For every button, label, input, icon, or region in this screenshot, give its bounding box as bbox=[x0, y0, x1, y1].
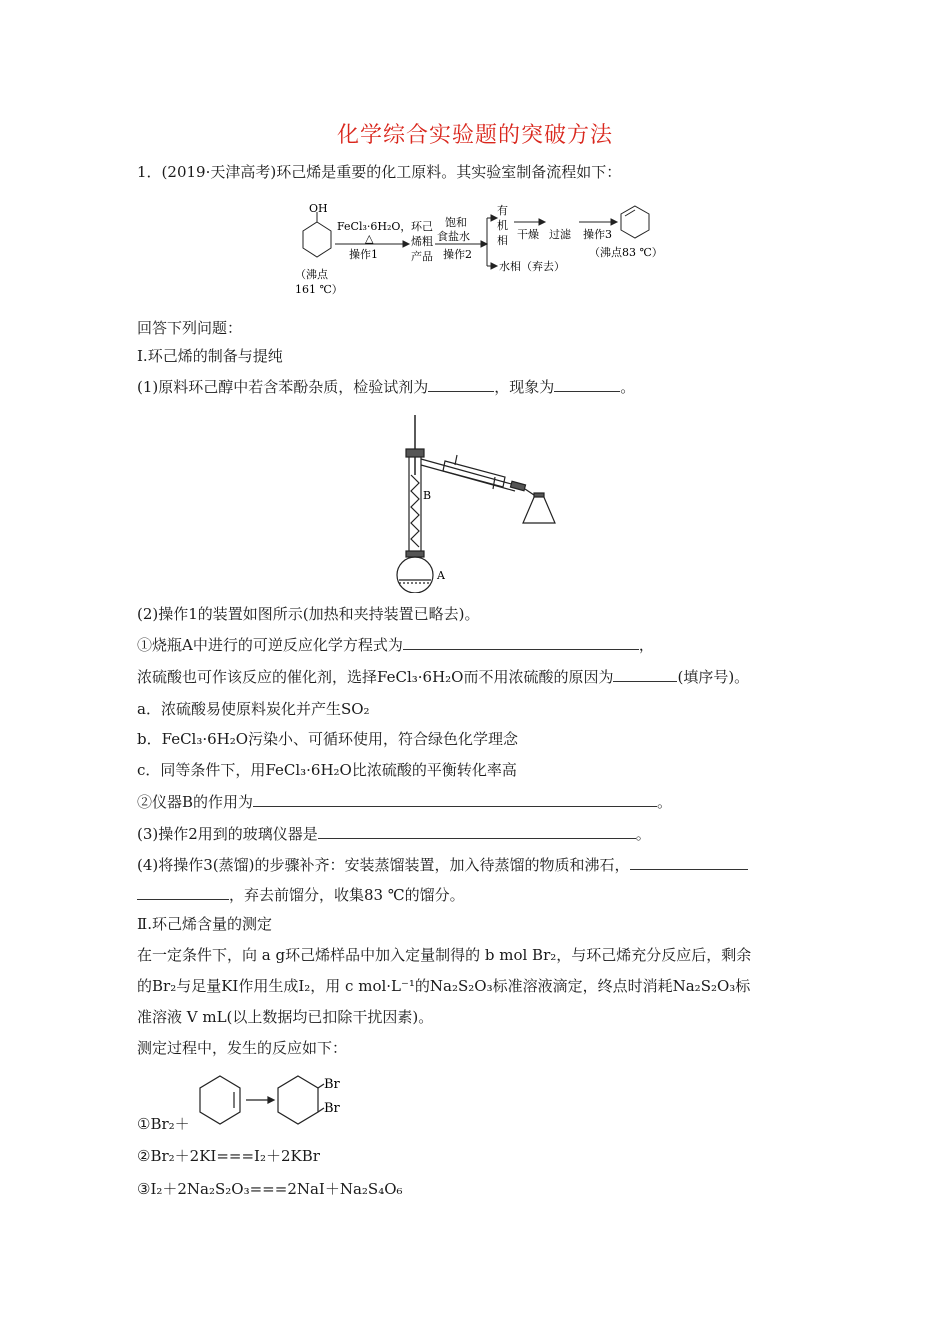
br-bottom-label: Br bbox=[324, 1101, 340, 1116]
section-2-line-1: 在一定条件下，向 a g环己烯样品中加入定量制得的 b mol Br₂，与环己烯充分反应后，剩余 bbox=[137, 946, 752, 964]
oh-label: OH bbox=[309, 202, 328, 215]
q2p1-end: ， bbox=[638, 636, 654, 654]
q2p3-text-a: ②仪器B的作用为 bbox=[137, 793, 254, 811]
question-1-part-2-1 bbox=[137, 633, 654, 656]
brine-label-2: 食盐水 bbox=[437, 230, 470, 243]
crude-label-1: 环己 bbox=[411, 220, 433, 233]
question-1-part-3 bbox=[137, 822, 651, 845]
dibromocyclohexane-structure bbox=[278, 1076, 318, 1124]
q1p1-text-a: (1)原料环己醇中若含苯酚杂质，检验试剂为 bbox=[137, 378, 429, 396]
q1p1-text-c: 。 bbox=[620, 378, 636, 396]
question-1-part-2: (2)操作1的装置如图所示(加热和夹持装置已略去)。 bbox=[137, 605, 480, 623]
section-1-heading: Ⅰ.环己烯的制备与提纯 bbox=[137, 347, 283, 365]
preparation-flow-diagram bbox=[277, 200, 672, 300]
section-2-line-4: 测定过程中，发生的反应如下： bbox=[137, 1039, 348, 1057]
org-label-3: 相 bbox=[497, 234, 508, 247]
bp1-label-b: 161 ℃） bbox=[295, 283, 343, 296]
equation-3: ③I₂＋2Na₂S₂O₃===2NaI＋Na₂S₄O₆ bbox=[137, 1180, 403, 1198]
section-2-heading: Ⅱ.环己烯含量的测定 bbox=[137, 915, 272, 933]
heat-symbol: △ bbox=[365, 232, 374, 245]
dry-label: 干燥 bbox=[517, 228, 539, 241]
question-1-part-2-3 bbox=[137, 790, 672, 813]
answer-intro: 回答下列问题： bbox=[137, 319, 243, 337]
q2p1-blank bbox=[403, 633, 639, 650]
crude-label-3: 产品 bbox=[411, 250, 433, 263]
brine-label-1: 饱和 bbox=[445, 216, 467, 229]
q2p2-text-b: (填序号)。 bbox=[677, 668, 750, 686]
filter-label: 过滤 bbox=[549, 228, 571, 241]
section-2-line-2: 的Br₂与足量KI作用生成I₂，用 c mol·L⁻¹的Na₂S₂O₃标准溶液滴定，终点时消耗Na₂S₂O₃标 bbox=[137, 977, 751, 995]
q4-blank-1 bbox=[630, 853, 748, 870]
q2p1-text: ①烧瓶A中进行的可逆反应化学方程式为 bbox=[137, 636, 403, 654]
reagent-label: FeCl₃·6H₂O， bbox=[337, 220, 412, 233]
op2-label: 操作2 bbox=[443, 248, 472, 261]
label-b: B bbox=[423, 489, 432, 502]
q3-text-b: 。 bbox=[635, 825, 651, 843]
option-a: a．浓硫酸易使原料炭化并产生SO₂ bbox=[137, 700, 370, 718]
cyclohexene-ring bbox=[621, 206, 649, 238]
q3-text-a: (3)操作2用到的玻璃仪器是 bbox=[137, 825, 318, 843]
org-label-2: 机 bbox=[497, 219, 508, 232]
q1p1-text-b: ，现象为 bbox=[494, 378, 555, 396]
equation-1: ①Br₂＋ bbox=[137, 1115, 190, 1133]
section-2-line-3: 准溶液 V mL(以上数据均已扣除干扰因素)。 bbox=[137, 1008, 434, 1026]
q1p1-blank-1 bbox=[428, 375, 494, 392]
q2p3-blank bbox=[253, 790, 657, 807]
question-1-intro: 1．(2019·天津高考)环己烯是重要的化工原料。其实验室制备流程如下： bbox=[137, 163, 622, 181]
crude-label-2: 烯粗 bbox=[411, 235, 433, 248]
op1-label: 操作1 bbox=[349, 248, 378, 261]
br-top-label: Br bbox=[324, 1077, 340, 1092]
q2p3-text-b: 。 bbox=[657, 793, 673, 811]
equation-2: ②Br₂＋2KI===I₂＋2KBr bbox=[137, 1147, 320, 1165]
q2p2-blank bbox=[613, 665, 677, 682]
q2p2-text-a: 浓硫酸也可作该反应的催化剂，选择FeCl₃·6H₂O而不用浓硫酸的原因为 bbox=[137, 668, 614, 686]
org-label-1: 有 bbox=[497, 204, 508, 217]
q3-blank bbox=[318, 822, 636, 839]
bromination-reaction-figure bbox=[190, 1072, 350, 1152]
q4-blank-2 bbox=[137, 883, 229, 900]
question-1-part-4-cont bbox=[137, 883, 465, 906]
page-title: 化学综合实验题的突破方法 bbox=[336, 123, 613, 148]
water-phase-label: 水相（弃去） bbox=[499, 260, 565, 273]
option-c: c．同等条件下，用FeCl₃·6H₂O比浓硫酸的平衡转化率高 bbox=[137, 761, 517, 779]
op3-label: 操作3 bbox=[583, 228, 612, 241]
bp1-label-a: （沸点 bbox=[295, 268, 328, 281]
distillation-apparatus-figure bbox=[385, 415, 565, 593]
cyclohexanol-ring bbox=[303, 222, 331, 257]
q4-text-b: ，弃去前馏分，收集83 ℃的馏分。 bbox=[229, 886, 465, 904]
question-1-part-1 bbox=[137, 375, 635, 398]
q4-text-a: (4)将操作3(蒸馏)的步骤补齐：安装蒸馏装置，加入待蒸馏的物质和沸石， bbox=[137, 856, 630, 874]
question-1-part-2-2 bbox=[137, 665, 749, 688]
q1p1-blank-2 bbox=[554, 375, 620, 392]
bp2-label: （沸点83 ℃） bbox=[589, 246, 663, 259]
label-a: A bbox=[437, 569, 445, 582]
option-b: b．FeCl₃·6H₂O污染小、可循环使用，符合绿色化学理念 bbox=[137, 730, 519, 748]
question-1-part-4 bbox=[137, 853, 748, 876]
